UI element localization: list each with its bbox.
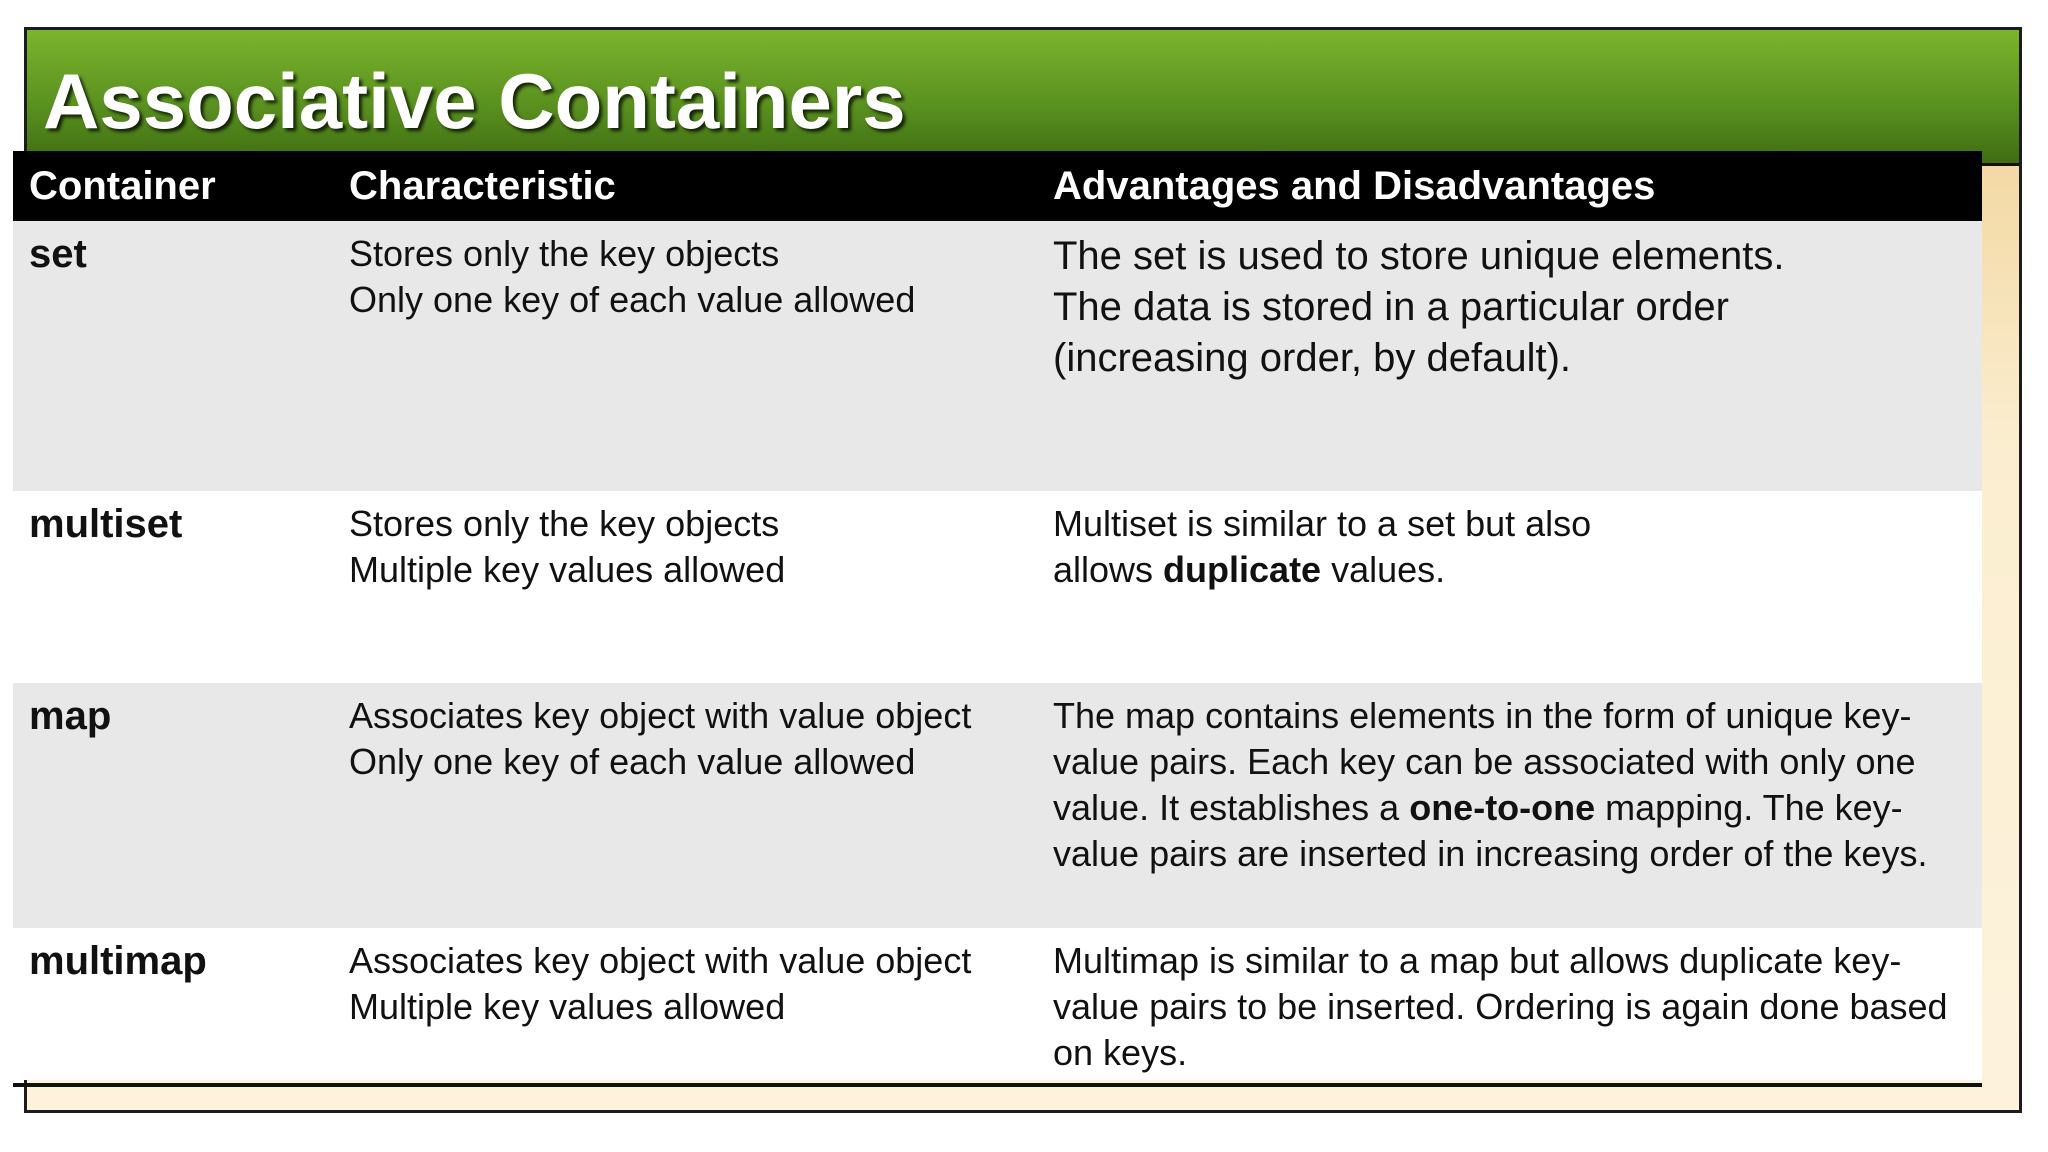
characteristic-cell <box>333 683 1037 928</box>
characteristic-cell <box>333 928 1037 1080</box>
advantages-cell <box>1037 928 1982 1080</box>
characteristic-line: Associates key object with value object <box>349 940 972 981</box>
header-characteristic: Characteristic <box>333 151 1037 221</box>
advantages-text: values. <box>1321 549 1446 590</box>
advantages-paragraph: Multimap is similar to a map but allows duplicate key-value pairs to be inserted. Ordering is again done based on keys. <box>1053 940 1948 1073</box>
characteristic-line: Only one key of each value allowed <box>349 279 916 320</box>
advantages-line: (increasing order, by default). <box>1053 336 1572 380</box>
container-name: multimap <box>13 928 333 1080</box>
advantages-text: The map contains elements in the form of unique key-value pairs. Each key can be associated with only one value. It establishes a <box>1053 695 1916 828</box>
container-name: map <box>13 683 333 928</box>
table-header-row <box>13 151 1982 221</box>
container-name: multiset <box>13 491 333 683</box>
containers-table-wrapper <box>13 151 1982 1081</box>
header-advantages: Advantages and Disadvantages <box>1037 151 1982 221</box>
advantages-line: The data is stored in a particular order <box>1053 285 1729 329</box>
characteristic-line: Associates key object with value object <box>349 695 972 736</box>
advantages-line: Multiset is similar to a set but also <box>1053 503 1592 544</box>
slide-title: Associative Containers <box>43 57 906 145</box>
advantages-text: mapping. The key-value pairs are inserted in increasing order of the keys. <box>1053 787 1928 874</box>
advantages-cell <box>1037 683 1982 928</box>
characteristic-line: Stores only the key objects <box>349 233 780 274</box>
advantages-cell <box>1037 221 1982 491</box>
advantages-line: The set is used to store unique elements. <box>1053 234 1785 278</box>
header-container: Container <box>13 151 333 221</box>
table-row-map <box>13 683 1982 928</box>
advantages-paragraph <box>1053 693 1972 877</box>
advantages-emphasis: one-to-one <box>1409 787 1596 828</box>
advantages-cell <box>1037 491 1982 683</box>
characteristic-line: Stores only the key objects <box>349 503 780 544</box>
advantages-text: allows <box>1053 549 1164 590</box>
title-bar <box>27 30 2019 166</box>
container-name: set <box>13 221 333 491</box>
characteristic-cell <box>333 221 1037 491</box>
characteristic-line: Only one key of each value allowed <box>349 741 916 782</box>
characteristic-line: Multiple key values allowed <box>349 986 786 1027</box>
advantages-line <box>1053 547 1972 593</box>
advantages-emphasis: duplicate <box>1163 549 1322 590</box>
table-row-multimap <box>13 928 1982 1080</box>
table-bottom-rule <box>13 1083 1982 1087</box>
table-row-multiset <box>13 491 1982 683</box>
containers-table <box>13 151 1982 1080</box>
characteristic-line: Multiple key values allowed <box>349 549 786 590</box>
characteristic-cell <box>333 491 1037 683</box>
table-row-set <box>13 221 1982 491</box>
